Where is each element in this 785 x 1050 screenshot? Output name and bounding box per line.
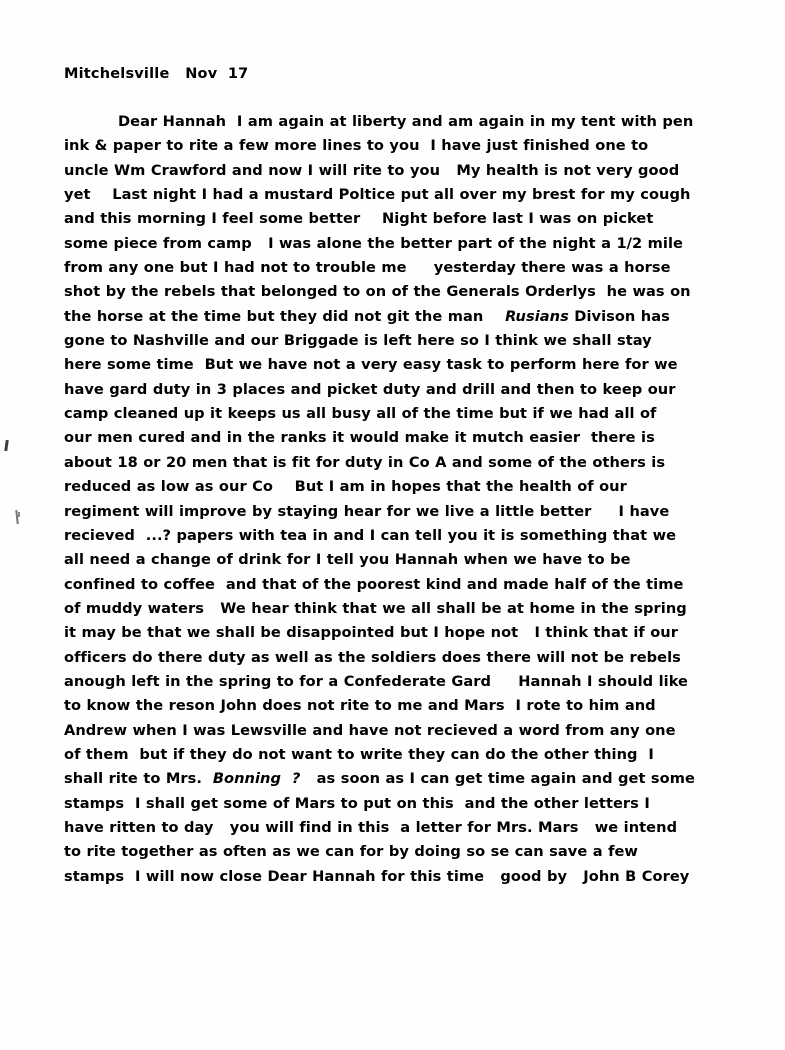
letter-closing-line: stamps I will now close Dear Hannah for this time good by John B Corey [64,867,690,885]
letter-line: officers do there duty as well as the soldiers does there will not be rebels [64,648,681,666]
letter-line: yet Last night I had a mustard Poltice put all over my brest for my cough [64,186,691,204]
emphasis-rusians-tail: Divison has [568,307,670,325]
letter-line: shot by the rebels that belonged to on of the Generals Orderlys he was on [64,283,691,301]
letter-line: anough left in the spring to for a Confederate Gard Hannah I should like [64,672,689,690]
letter-line: have ritten to day you will find in this a letter for Mrs. Mars we intend [64,818,678,836]
letter-line: stamps I shall get some of Mars to put on this and the other letters I [64,794,650,812]
letter-line: to rite together as often as we can for by doing so se can save a few [64,843,638,861]
letter-line: have gard duty in 3 places and picket duty and drill and then to keep our [64,380,676,398]
letter-line: Andrew when I was Lewsville and have not recieved a word from any one [64,721,676,739]
letter-line: ink & paper to rite a few more lines to you I have just finished one to [64,137,649,155]
emphasis-rusians: Rusians [505,307,569,325]
letter-line: to know the reson John does not rite to me and Mars I rote to him and [64,697,656,715]
letter-line: and this morning I feel some better Night before last I was on picket [64,210,654,228]
letter-line: Dear Hannah I am again at liberty and am again in my tent with pen [118,113,694,130]
letter-line: about 18 or 20 men that is fit for duty in Co A and some of the others is [64,453,666,471]
letter-line: camp cleaned up it keeps us all busy all of the time but if we had all of [64,405,657,423]
emphasis-bonning-tail: as soon as I can get time again and get some [300,770,695,788]
letter-line: from any one but I had not to trouble me yesterday there was a horse [64,259,671,277]
letter-line: regiment will improve by staying hear for we live a little better I have [64,502,670,520]
letter-line: it may be that we shall be disappointed but I hope not I think that if our [64,624,678,642]
letter-body [64,110,712,889]
letter-line: reduced as low as our Co But I am in hopes that the health of our [64,478,627,496]
letter-line: of muddy waters We hear think that we all shall be at home in the spring [64,599,687,617]
scan-artifact-icon [18,512,20,517]
letter-line: recieved ...? papers with tea in and I can tell you it is something that we [64,526,677,544]
letter-line: of them but if they do not want to write they can do the other thing I [64,745,654,763]
scan-artifact-icon [4,440,9,451]
letter-line: all need a change of drink for I tell you Hannah when we have to be [64,551,631,569]
letter-heading: Mitchelsville Nov 17 [64,66,249,82]
letter-line: our men cured and in the ranks it would make it mutch easier there is [64,429,655,447]
letter-line: uncle Wm Crawford and now I will rite to you My health is not very good [64,161,680,179]
letter-line: some piece from camp I was alone the better part of the night a 1/2 mile [64,234,683,252]
letter-line: confined to coffee and that of the poorest kind and made half of the time [64,575,684,593]
letter-line: the horse at the time but they did not git the man [64,307,506,325]
emphasis-bonning: Bonning ? [212,770,301,788]
letter-line: gone to Nashville and our Briggade is left here so I think we shall stay [64,332,652,350]
letter-line: shall rite to Mrs. [64,770,213,788]
letter-line: here some time But we have not a very easy task to perform here for we [64,356,678,374]
